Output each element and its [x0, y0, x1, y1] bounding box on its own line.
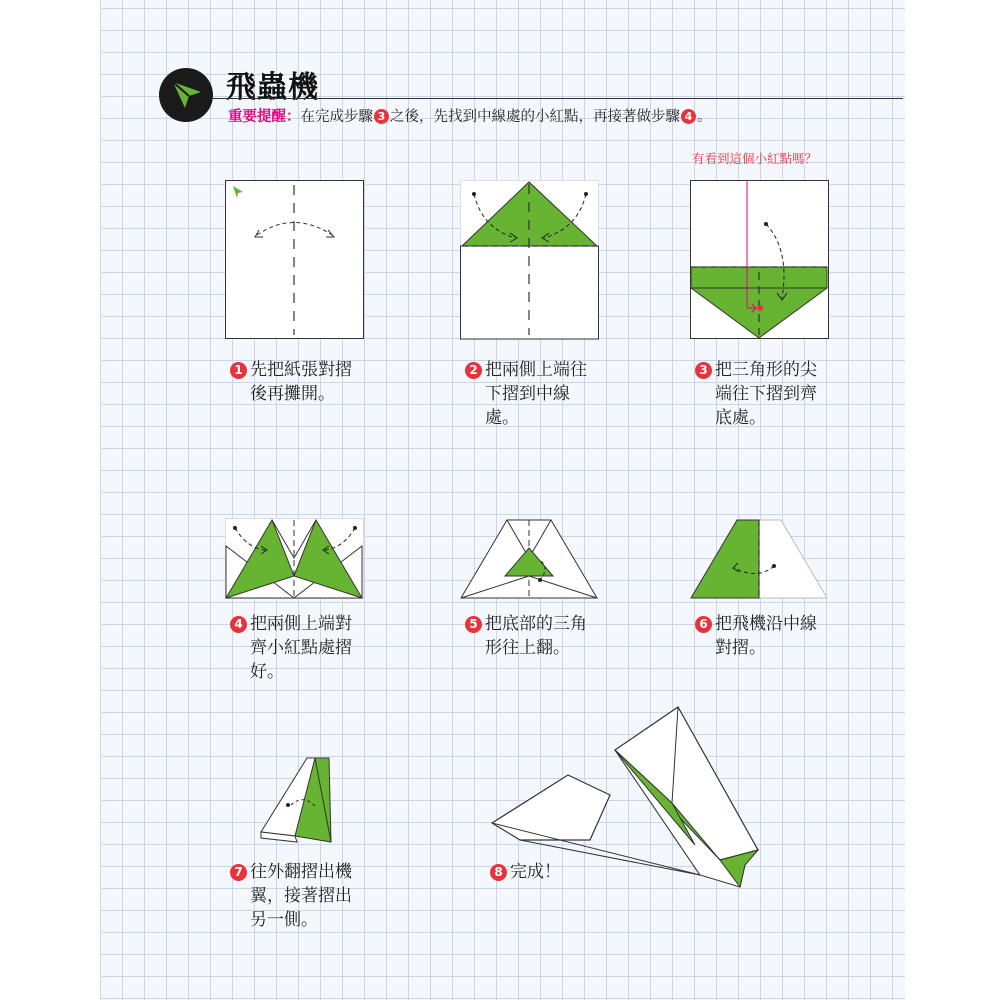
step-number-badge: 7 [230, 864, 247, 881]
step-number-badge: 1 [230, 362, 247, 379]
step-line: 先把紙張對摺 [250, 360, 352, 380]
step-badge: 3 [374, 109, 389, 124]
step-line: 下摺到中線 [485, 384, 570, 404]
step-line: 齊小紅點處摺 [250, 638, 352, 658]
step-line: 完成！ [510, 862, 561, 882]
step-line: 形往上翻。 [485, 638, 570, 658]
step-1-text [234, 358, 352, 406]
step-2-diagram [460, 180, 600, 340]
step-line: 底處。 [715, 408, 766, 428]
step-4-diagram [225, 518, 365, 600]
red-dot-callout: 有看到這個小紅點嗎？ [692, 151, 818, 166]
step-line: 對摺。 [715, 638, 766, 658]
step-number-badge: 6 [695, 616, 712, 633]
step-number-badge: 2 [465, 362, 482, 379]
step-5-diagram [460, 518, 600, 600]
step-line: 翼，接著摺出 [250, 886, 352, 906]
step-4-text [234, 612, 352, 684]
step-line: 把底部的三角 [485, 614, 587, 634]
step-line: 往外翻摺出機 [250, 862, 352, 882]
step-5-text [469, 612, 587, 660]
reminder-text-c: 。 [697, 109, 712, 125]
step-badge: 4 [681, 109, 696, 124]
reminder-label: 重要提醒： [228, 109, 301, 125]
step-line: 把兩側上端往 [485, 360, 587, 380]
paper-plane-icon [159, 68, 213, 122]
step-3-text [699, 358, 817, 430]
step-line: 處。 [485, 408, 519, 428]
step-2-text [469, 358, 587, 430]
step-line: 後再攤開。 [250, 384, 335, 404]
step-line: 把三角形的尖 [715, 360, 817, 380]
step-line: 端往下摺到齊 [715, 384, 817, 404]
reminder-text-a: 在完成步驟 [300, 109, 373, 125]
step-1-diagram [225, 180, 365, 340]
step-number-badge: 3 [695, 362, 712, 379]
title-divider [213, 98, 903, 99]
step-7-text [234, 860, 352, 932]
reminder-text-b: 之後，先找到中線處的小紅點，再接著做步驟 [390, 109, 680, 125]
step-line: 好。 [250, 662, 284, 682]
step-line: 把飛機沿中線 [715, 614, 817, 634]
page-title: 飛蟲機 [226, 70, 319, 105]
step-line: 把兩側上端對 [250, 614, 352, 634]
step-3-diagram [690, 180, 830, 340]
step-number-badge: 4 [230, 616, 247, 633]
step-number-badge: 8 [490, 864, 507, 881]
step-6-diagram [690, 518, 830, 600]
step-7-diagram [255, 750, 340, 845]
step-line: 另一側。 [250, 910, 318, 930]
step-6-text [699, 612, 817, 660]
step-8-text [494, 860, 561, 884]
step-number-badge: 5 [465, 616, 482, 633]
reminder-note [228, 105, 712, 126]
